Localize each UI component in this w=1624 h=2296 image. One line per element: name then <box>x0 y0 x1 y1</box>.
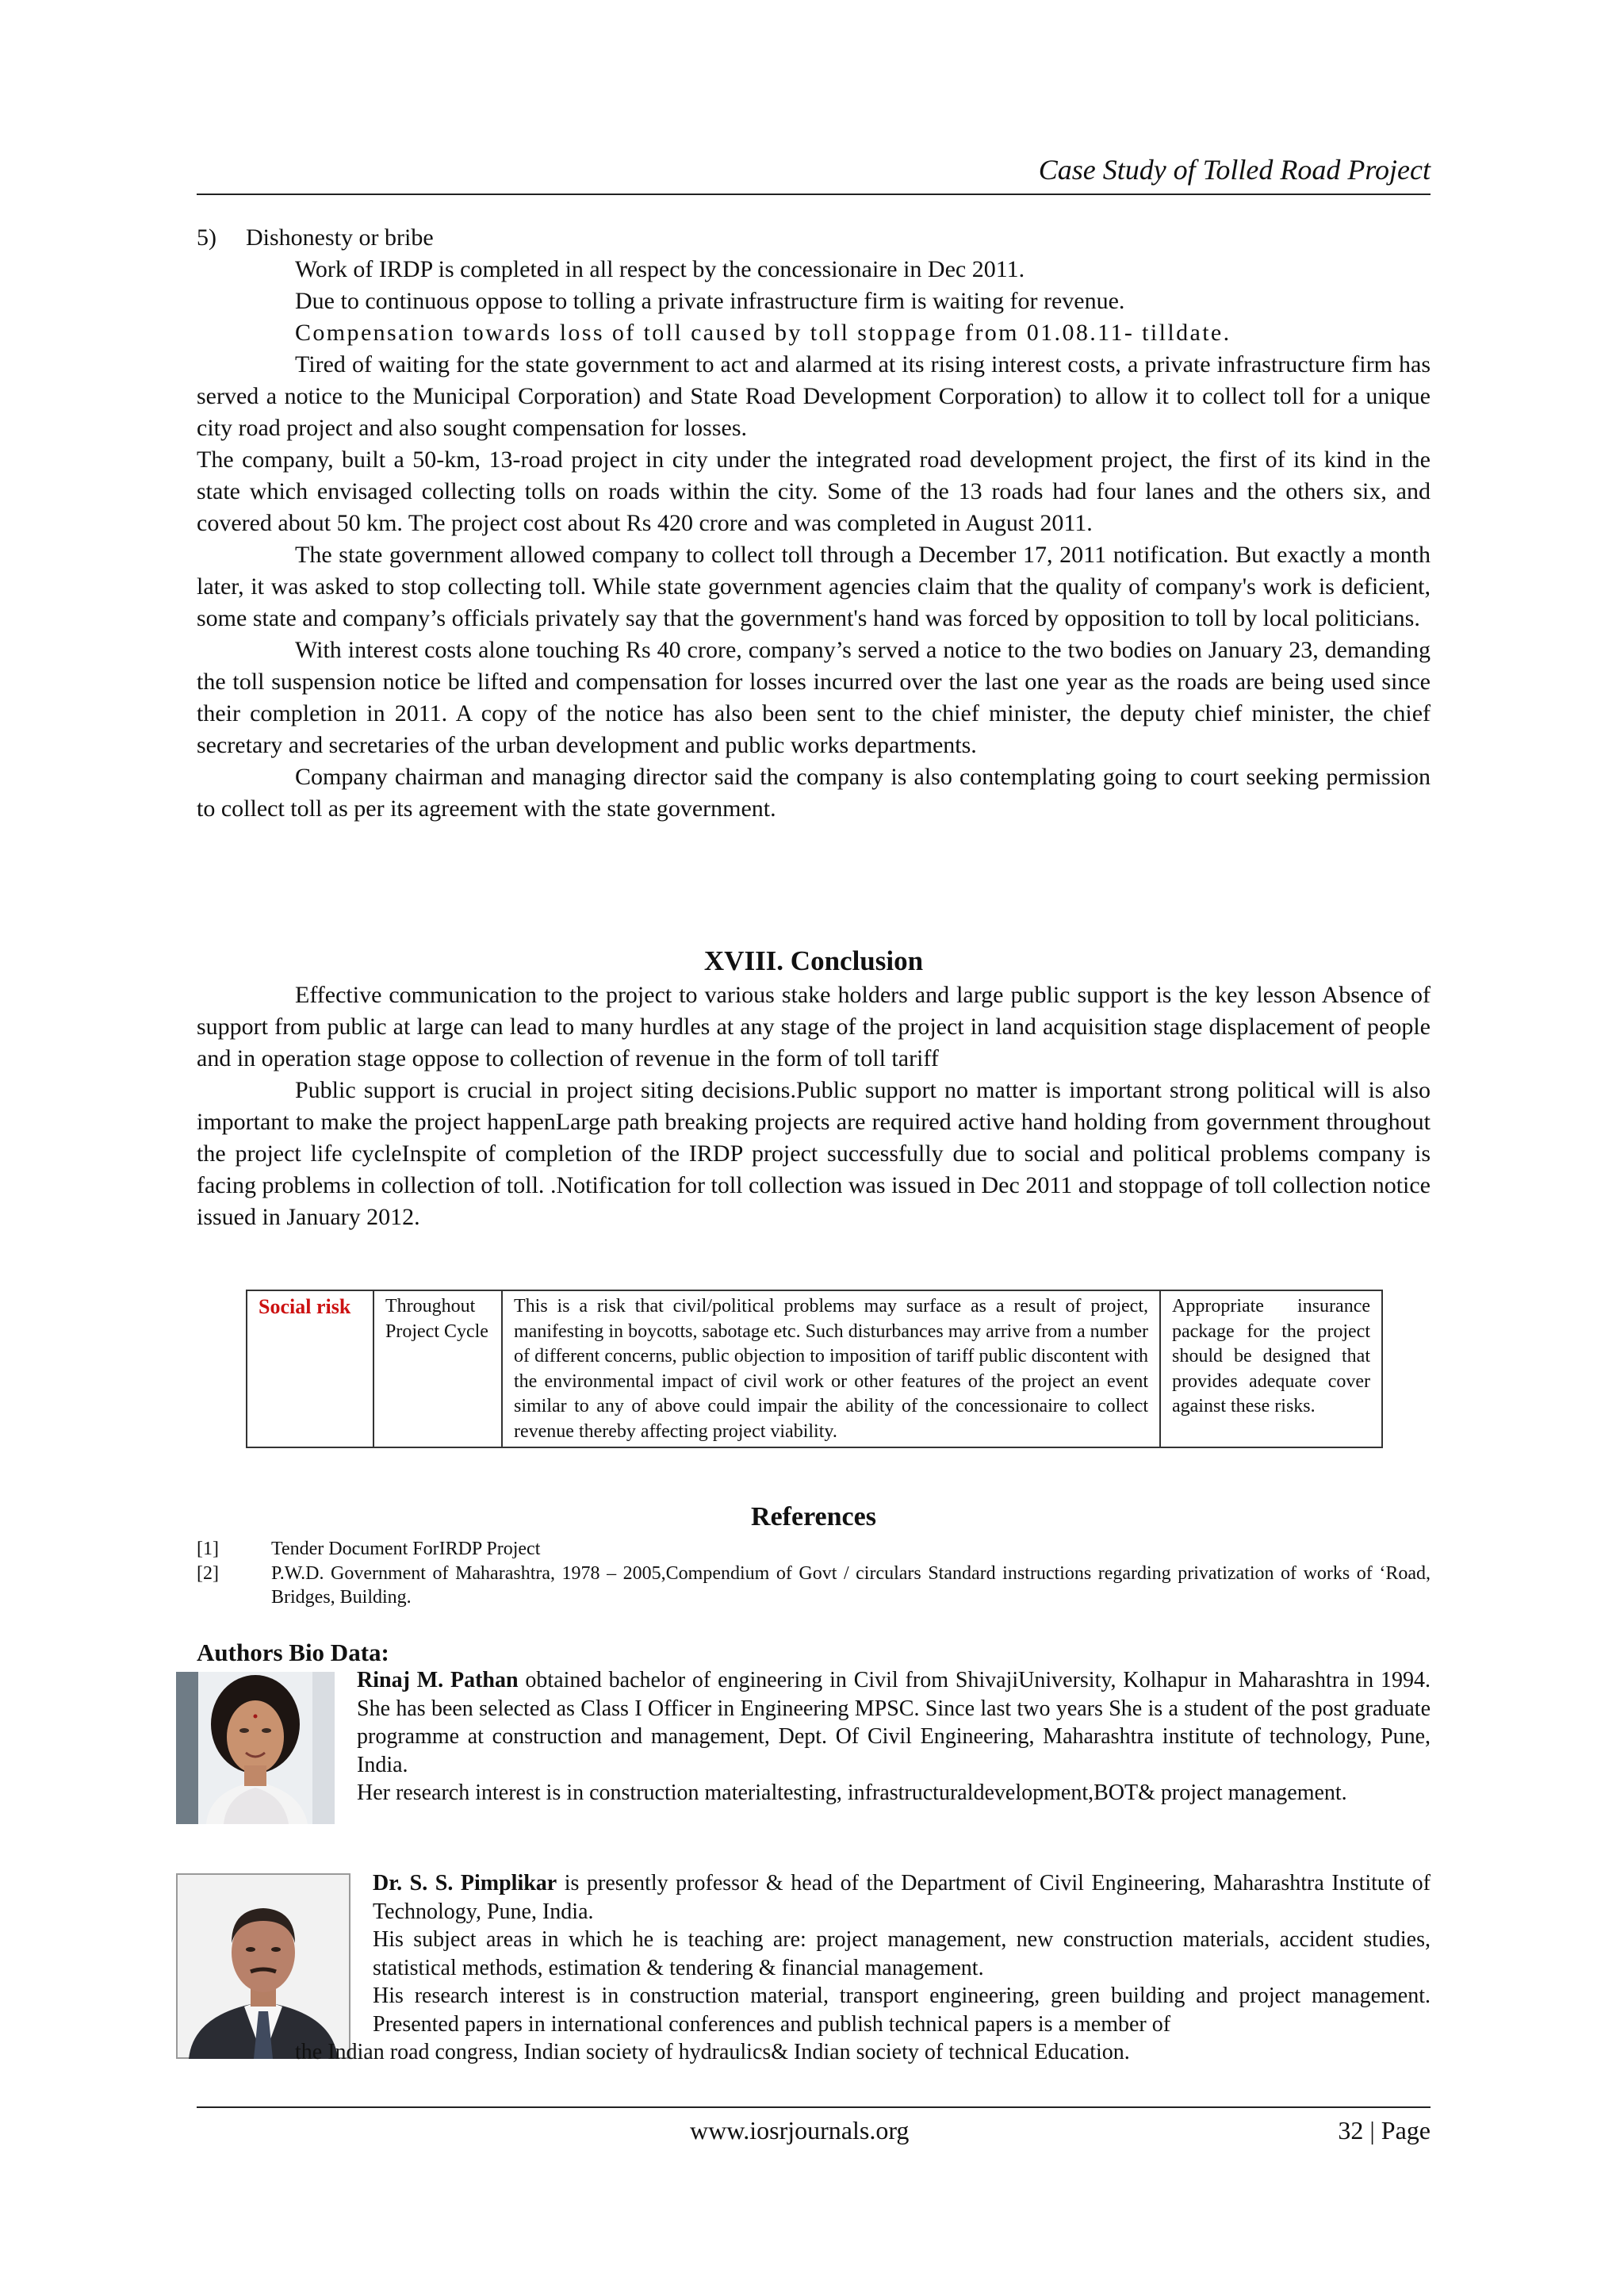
author-bio-text: obtained bachelor of engineering in Civil from ShivajiUniversity, Kolhapur in Maharashtra in 1994. She has been selected as Class I Officer in Engineering MPSC. Since last two years She is a student of the post graduate programme at construction and management, Dept. Of Civil Engineering, Maharashtra institute of technology, Pune, India. <box>357 1668 1431 1777</box>
paragraph: The state government allowed company to collect toll through a December 17, 2011 notification. But exactly a month later, it was asked to stop collecting toll. While state government agencies claim that the quality of company's work is deficient, some state and company’s officials privately say that the government's hand was forced by opposition to toll by local politicians. <box>197 542 1431 631</box>
author-photo-pimplikar <box>176 1873 350 2059</box>
author-research-interest: Her research interest is in construction materialtesting, infrastructuraldevelopment,BOT& project management. <box>357 1780 1347 1805</box>
journal-url: www.iosrjournals.org <box>690 2116 910 2145</box>
section-heading: XVIII. Conclusion <box>703 945 924 976</box>
risk-phase-cell: Throughout Project Cycle <box>373 1290 502 1447</box>
risk-table <box>246 1290 1383 1448</box>
fact-line: Compensation towards loss of toll caused by toll stoppage from 01.08.11- tilldate. <box>295 320 1231 346</box>
risk-category-cell: Social risk <box>247 1290 373 1447</box>
reference-item <box>197 1562 1431 1609</box>
author-bio-continuation: the Indian road congress, Indian society of hydraulics& Indian society of technical Education. <box>295 2040 1130 2064</box>
page-number: 32 | Page <box>1338 2116 1431 2145</box>
header-rule <box>197 194 1431 195</box>
author-bio-pimplikar <box>373 1869 1431 2038</box>
author-research-interest: His research interest is in construction material, transport engineering, green building and project management. Presented papers in international conferences and publish technical papers is a member of <box>373 1984 1431 2037</box>
paragraph: Company chairman and managing director said the company is also contemplating going to court seeking permission to collect toll as per its agreement with the state government. <box>197 764 1431 822</box>
fact-line: Work of IRDP is completed in all respect by the concessionaire in Dec 2011. <box>295 256 1025 282</box>
author-bio-text: is presently professor & head of the Department of Civil Engineering, Maharashtra Institute of Technology, Pune, India. <box>373 1871 1431 1924</box>
risk-mitigation-cell: Appropriate insurance package for the project should be designed that provides adequate cover against these risks. <box>1160 1290 1382 1447</box>
reference-number: [1] <box>197 1539 219 1559</box>
reference-text: P.W.D. Government of Maharashtra, 1978 – 2005,Compendium of Govt / circulars Standard instructions regarding privatization of works of ‘Road, Bridges, Building. <box>271 1563 1431 1608</box>
paragraph: Tired of waiting for the state government to act and alarmed at its rising interest costs, a private infrastructure firm has served a notice to the Municipal Corporation) and State Road Development Corporation) to allow it to collect toll for a unique city road project and also sought compensation for losses. <box>197 351 1431 441</box>
running-title: Case Study of Tolled Road Project <box>1038 154 1431 186</box>
table-row <box>247 1290 1382 1447</box>
author-name: Dr. S. S. Pimplikar <box>373 1871 557 1895</box>
numbered-item <box>197 222 1431 254</box>
item-label: Dishonesty or bribe <box>246 224 434 251</box>
author-name: Rinaj M. Pathan <box>357 1668 519 1692</box>
risk-description-cell: This is a risk that civil/political problems may surface as a result of project, manifesting in boycotts, sabotage etc. Such disturbances may arrive from a number of different concerns, public objection to imposition of tariff public discontent with the environmental impact of civil work or other features of the project an event similar to any of above could impair the ability of the concessionaire to collect revenue thereby affecting project viability. <box>502 1290 1160 1447</box>
paragraph: Effective communication to the project to various stake holders and large public support is the key lesson Absence of support from public at large can lead to many hurdles at any stage of the project in land acquisition stage displacement of people and in operation stage oppose to collection of revenue in the form of toll tariff <box>197 982 1431 1071</box>
reference-number: [2] <box>197 1563 219 1584</box>
fact-line: Due to continuous oppose to tolling a private infrastructure firm is waiting for revenue. <box>295 288 1125 314</box>
paragraph: The company, built a 50-km, 13-road project in city under the integrated road development project, the first of its kind in the state which envisaged collecting tolls on roads within the city. Some of the 13 roads had four lanes and the others six, and covered about 50 km. The project cost about Rs 420 crore and was completed in August 2011. <box>197 447 1431 536</box>
footer-rule <box>197 2106 1431 2108</box>
section-dishonesty <box>197 222 1431 825</box>
author-bio-pathan <box>357 1666 1431 1807</box>
author-photo-pathan <box>176 1672 335 1824</box>
references-heading: References <box>751 1502 876 1531</box>
reference-text: Tender Document ForIRDP Project <box>271 1539 541 1559</box>
item-number: 5) <box>197 224 216 251</box>
authors-heading: Authors Bio Data: <box>197 1639 389 1666</box>
author-subject-areas: His subject areas in which he is teaching are: project management, new construction materials, accident studies, statistical methods, estimation & tendering & financial management. <box>373 1927 1431 1980</box>
paragraph: Public support is crucial in project siting decisions.Public support no matter is important strong political will is also important to make the project happenLarge path breaking projects are required active hand holding from government throughout the project life cycleInspite of completion of the IRDP project successfully due to social and political problems company is facing problems in collection of toll. .Notification for toll collection was issued in Dec 2011 and stoppage of toll collection notice issued in January 2012. <box>197 1077 1431 1230</box>
reference-item <box>197 1537 1431 1561</box>
section-conclusion <box>197 943 1431 1233</box>
paragraph: With interest costs alone touching Rs 40 crore, company’s served a notice to the two bodies on January 23, demanding the toll suspension notice be lifted and compensation for losses incurred over the last one year as the roads are being used since their completion in 2011. A copy of the notice has also been sent to the chief minister, the deputy chief minister, the chief secretary and secretaries of the urban development and public works departments. <box>197 637 1431 758</box>
